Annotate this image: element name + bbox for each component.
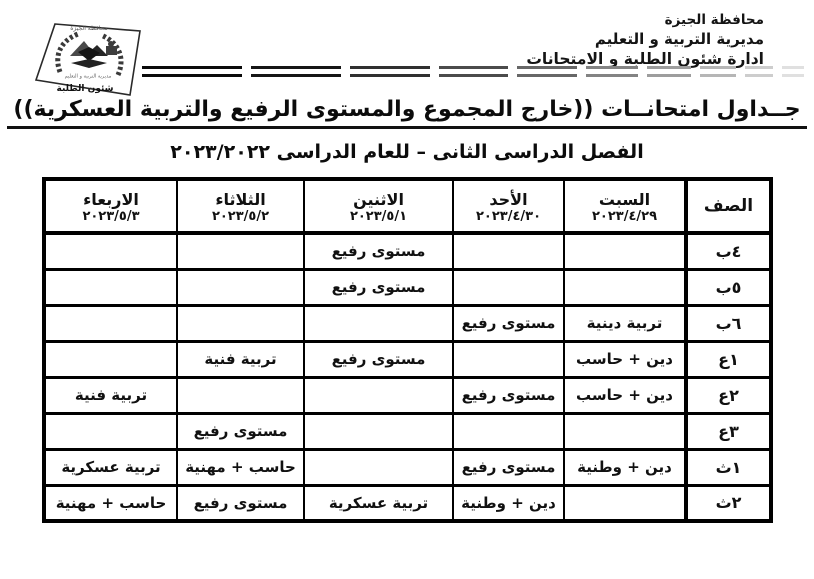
schedule-cell: [177, 377, 304, 413]
day-name: السبت: [598, 189, 651, 209]
schedule-cell: [177, 269, 304, 305]
schedule-cell: تربية عسكرية: [44, 449, 177, 485]
schedule-cell: دين + وطنية: [564, 449, 686, 485]
schedule-cell: [304, 377, 453, 413]
table-row: [44, 233, 771, 269]
schedule-cell: [304, 413, 453, 449]
table-row: [44, 377, 771, 413]
schedule-cell: مستوى رفيع: [304, 269, 453, 305]
schedule-cell: [564, 413, 686, 449]
schedule-cell: دين + وطنية: [453, 485, 564, 521]
schedule-cell: حاسب + مهنية: [44, 485, 177, 521]
day-date: ٢٠٢٣/٥/٢: [211, 209, 270, 225]
schedule-cell: [177, 305, 304, 341]
divider-segment: [745, 66, 773, 77]
schedule-cell: تربية عسكرية: [304, 485, 453, 521]
schedule-cell: دين + حاسب: [564, 377, 686, 413]
day-name: الاثنين: [353, 189, 404, 209]
schedule-cell: [453, 341, 564, 377]
class-label-cell: ١ث: [686, 449, 771, 485]
divider-segment: [586, 66, 638, 77]
schedule-cell: [177, 233, 304, 269]
schedule-cell: [564, 233, 686, 269]
schedule-cell: [564, 485, 686, 521]
schedule-cell: [564, 269, 686, 305]
building-icon: [106, 46, 117, 55]
column-header-class: الصف: [686, 179, 771, 233]
table-row: [44, 269, 771, 305]
letterhead-org-block: [526, 11, 764, 70]
org-line-governorate: محافظة الجيزة: [664, 12, 764, 28]
schedule-cell: حاسب + مهنية: [177, 449, 304, 485]
table-row: [44, 413, 771, 449]
logo-middle-text: مديرية التربية و التعليم: [64, 73, 112, 80]
class-label-cell: ٦ب: [686, 305, 771, 341]
document-subtitle: الفصل الدراسى الثانى – للعام الدراسى ٢٠٢٣/٢٠٢٢: [170, 141, 644, 163]
schedule-cell: مستوى رفيع: [453, 305, 564, 341]
building-dome-icon: [108, 41, 114, 47]
schedule-cell: مستوى رفيع: [304, 233, 453, 269]
class-label-cell: ٣ع: [686, 413, 771, 449]
day-name: الثلاثاء: [215, 189, 266, 209]
org-line-directorate: مديرية التربية و التعليم: [594, 30, 764, 49]
schedule-cell: [44, 233, 177, 269]
header-row: [44, 179, 771, 233]
schedule-cell: [453, 233, 564, 269]
class-label-cell: ٥ب: [686, 269, 771, 305]
table-row: [44, 305, 771, 341]
divider-segment: [782, 66, 804, 77]
exam-schedule-table: [42, 177, 773, 523]
day-date: ٢٠٢٣/٤/٢٩: [591, 209, 658, 225]
schedule-cell: مستوى رفيع: [453, 449, 564, 485]
divider-segment: [142, 66, 242, 77]
schedule-cell: مستوى رفيع: [304, 341, 453, 377]
org-line-department: ادارة شئون الطلبة و الامتحانات: [526, 50, 764, 69]
schedule-cell: [453, 269, 564, 305]
column-header-tuesday: [177, 179, 304, 233]
class-label-cell: ١ع: [686, 341, 771, 377]
schedule-cell: مستوى رفيع: [177, 413, 304, 449]
divider-segment: [517, 66, 577, 77]
class-label-cell: ٤ب: [686, 233, 771, 269]
schedule-cell: [44, 269, 177, 305]
schedule-cell: مستوى رفيع: [177, 485, 304, 521]
table-row: [44, 485, 771, 521]
day-date: ٢٠٢٣/٥/١: [349, 209, 408, 225]
class-label-cell: ٢ع: [686, 377, 771, 413]
document-title: جــداول امتحانــات ((خارج المجموع والمستوى الرفيع والتربية العسكرية)): [7, 97, 806, 129]
decorative-divider: [142, 66, 804, 77]
day-date: ٢٠٢٣/٤/٣٠: [475, 209, 542, 225]
column-header-saturday: [564, 179, 686, 233]
schedule-cell: تربية فنية: [177, 341, 304, 377]
day-date: ٢٠٢٣/٥/٣: [82, 209, 140, 225]
divider-segment: [251, 66, 341, 77]
logo-top-text: محافظة الجيزة: [70, 25, 108, 32]
logo-bottom-text: شئون الطلبة: [56, 84, 114, 94]
divider-segment: [700, 66, 736, 77]
schedule-cell: [44, 413, 177, 449]
divider-segment: [439, 66, 509, 77]
divider-segment: [350, 66, 430, 77]
table-row: [44, 449, 771, 485]
divider-segment: [647, 66, 691, 77]
column-header-monday: [304, 179, 453, 233]
schedule-cell: [304, 449, 453, 485]
schedule-cell: [453, 413, 564, 449]
schedule-cell: مستوى رفيع: [453, 377, 564, 413]
schedule-cell: تربية دينية: [564, 305, 686, 341]
schedule-cell: [304, 305, 453, 341]
school-emblem-logo: [28, 16, 150, 104]
column-header-sunday: [453, 179, 564, 233]
column-header-wednesday: [44, 179, 177, 233]
table-row: [44, 341, 771, 377]
schedule-cell: تربية فنية: [44, 377, 177, 413]
class-label-cell: ٢ث: [686, 485, 771, 521]
schedule-cell: دين + حاسب: [564, 341, 686, 377]
schedule-cell: [44, 305, 177, 341]
schedule-cell: [44, 341, 177, 377]
day-name: الاربعاء: [83, 189, 139, 209]
day-name: الأحد: [489, 189, 528, 209]
